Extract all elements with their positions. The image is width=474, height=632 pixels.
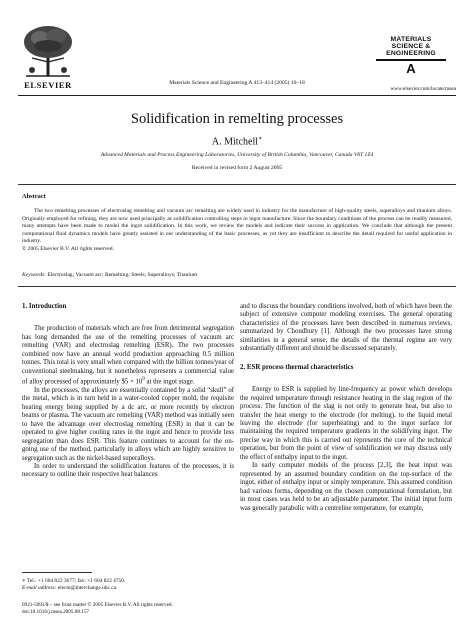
section-heading-introduction: 1. Introduction <box>22 303 67 310</box>
received-date: Received in revised form 2 August 2005 <box>191 165 283 171</box>
footnote-contact: ∗ Tel.: +1 604 822 3677; fax: +1 604 822 4750. <box>22 578 126 584</box>
intro-paragraph-1-text: The production of materials which are free from detrimental segregation has long demanded the use of the remelting processes of vacuum arc remelting (VAR) and electroslag remelting (ESR). The two processes combined now have an annual world production approaching 0.5 million tonnes. This total is very small when compared with the billion tonnes/year of conventional steelmaking, but it nonetheless represents a commercial value of alloy processed of approximately $5 × 10 <box>22 325 234 386</box>
intro-paragraph-3: In order to understand the solidification features of the processes, it is necessary to outline their respective heat balances <box>22 462 234 479</box>
journal-logo-text <box>370 36 452 57</box>
email-label: E-mail address: <box>22 585 57 591</box>
section-heading-esr: 2. ESR process thermal characteristics <box>240 363 354 371</box>
journal-logo <box>370 36 452 75</box>
email-link[interactable]: elecm@interchange.ubc.ca. <box>57 585 118 591</box>
esr-paragraph-2: In early computer models of the process [2,3], the heat input was represented by an assumed boundary condition on the top-surface of the ingot, either of enthalpy input or simply temperature. This assumed condition had various forms, depending on the chosen computational formulation, but in most cases was held to be an adjustable parameter. The initial input form was generally parabolic with a centreline temperature, for example, <box>240 462 452 512</box>
author-footnote-mark[interactable]: ∗ <box>258 136 263 142</box>
author-name: A. Mitchell <box>211 136 259 148</box>
elsevier-tree-logo <box>18 22 78 78</box>
header-divider <box>18 95 456 96</box>
left-column <box>22 303 234 480</box>
abstract-body <box>22 208 452 254</box>
author-line <box>0 135 474 147</box>
article-title: Solidification in remelting processes <box>130 111 344 127</box>
esr-paragraph-1: Energy to ESR is supplied by line-frequency ac power which develops the required temperature through resistance heating in the slag region of the process. The function of the slag is not only to generate heat, but also to transfer the heat energy to the electrode (for melting), to the liquid metal leaving the electrode (for superheating) and to the ingot surface for maintaining the required temperature gradients in the solidifying ingot. The precise way in which this is carried out represents the core of the technical operation, but from the point of view of solidification we may discuss only the effect of enthalpy input to the ingot. <box>240 386 452 461</box>
abstract-top-rule <box>18 184 456 185</box>
keywords-line <box>22 272 452 278</box>
journal-logo-line-3: ENGINEERING <box>386 50 436 57</box>
intro-paragraph-1-end: at the ingot stage. <box>144 378 195 386</box>
right-paragraph-continued: and to discuss the boundary conditions involved, both of which have been the subject of extensive computer modeling exercises. The general operating characteristics of the processes have been described in numerous reviews, summarized by Choudhury [1]. Although the two processes have strong similarities in a general sense, the details of the thermal regime are very substantially different and should be discussed separately. <box>240 303 452 353</box>
footnote-rule <box>22 572 92 573</box>
corresponding-author-footnote <box>22 578 234 592</box>
author-affiliation: Advanced Materials and Process Engineering Laboratories, University of British Columbia, Vancouver, Canada V6T 1Z4 <box>100 152 374 158</box>
abstract-paragraph: The two remelting processes of electroslag remelting and vacuum arc remelting are widely used in industry for the manufacture of high-quality steels, superalloys and titanium alloys. Originally employed for refining, they are now used principally as solidification controlling steps in ingot manufacture. Since the boundary conditions of the process can be readily measured, many attempts have been made to model the ingot solidification. In this work, we review the models and indicate their success in application. We conclude that although the present computational fluid dynamics models have greatly assisted in our understanding of the basic processes, as yet they are insufficient to describe the detail required for useful application in industry. <box>22 208 452 245</box>
keywords-label: Keywords: <box>22 272 47 278</box>
doi-link[interactable]: doi:10.1016/j.msea.2005.08.157 <box>22 609 90 615</box>
issn-line: 0921-5093/$ – see front matter © 2005 Elsevier B.V. All rights reserved. <box>22 602 173 608</box>
abstract-copyright: © 2005 Elsevier B.V. All rights reserved. <box>22 245 114 252</box>
right-column <box>240 303 452 513</box>
abstract-heading: Abstract <box>22 193 46 200</box>
journal-section-letter: A <box>406 60 416 76</box>
intro-paragraph-1 <box>22 325 234 386</box>
section-spacer <box>240 354 452 364</box>
abstract-bottom-rule <box>18 286 456 287</box>
journal-logo-line-1: MATERIALS <box>390 36 432 43</box>
journal-logo-line-2: SCIENCE & <box>391 43 431 50</box>
publisher-name: ELSEVIER <box>24 80 72 90</box>
journal-url-link[interactable]: www.elsevier.com/locate/msea <box>390 86 456 92</box>
keywords-list: Electroslag; Vacuum arc; Remelting; Steels; Superalloys; Titanium <box>47 272 198 278</box>
footnote-email-line <box>22 585 234 592</box>
intro-exponent: 9 <box>142 377 145 383</box>
journal-citation: Materials Science and Engineering A 413–414 (2005) 10–18 <box>169 80 305 86</box>
front-matter-info <box>22 602 322 616</box>
intro-paragraph-2: In the processes, the alloys are essentially contained by a solid “skull” of the metal, which is in turn held in a water-cooled copper mold, the requisite heating energy being supplied by a dc arc, or more recently by electron beams or plasma. The vacuum arc remelting (VAR) method was initially seen to have the advantage over electroslag remelting (ESR) in that it can be operated to give higher cooling rates in the ingot and hence to provide less segregation than does ESR. This feature continues to account for the on-going use of the method, particularly in alloys which are highly sensitive to segregation such as the nickel-based superalloys. <box>22 386 234 462</box>
